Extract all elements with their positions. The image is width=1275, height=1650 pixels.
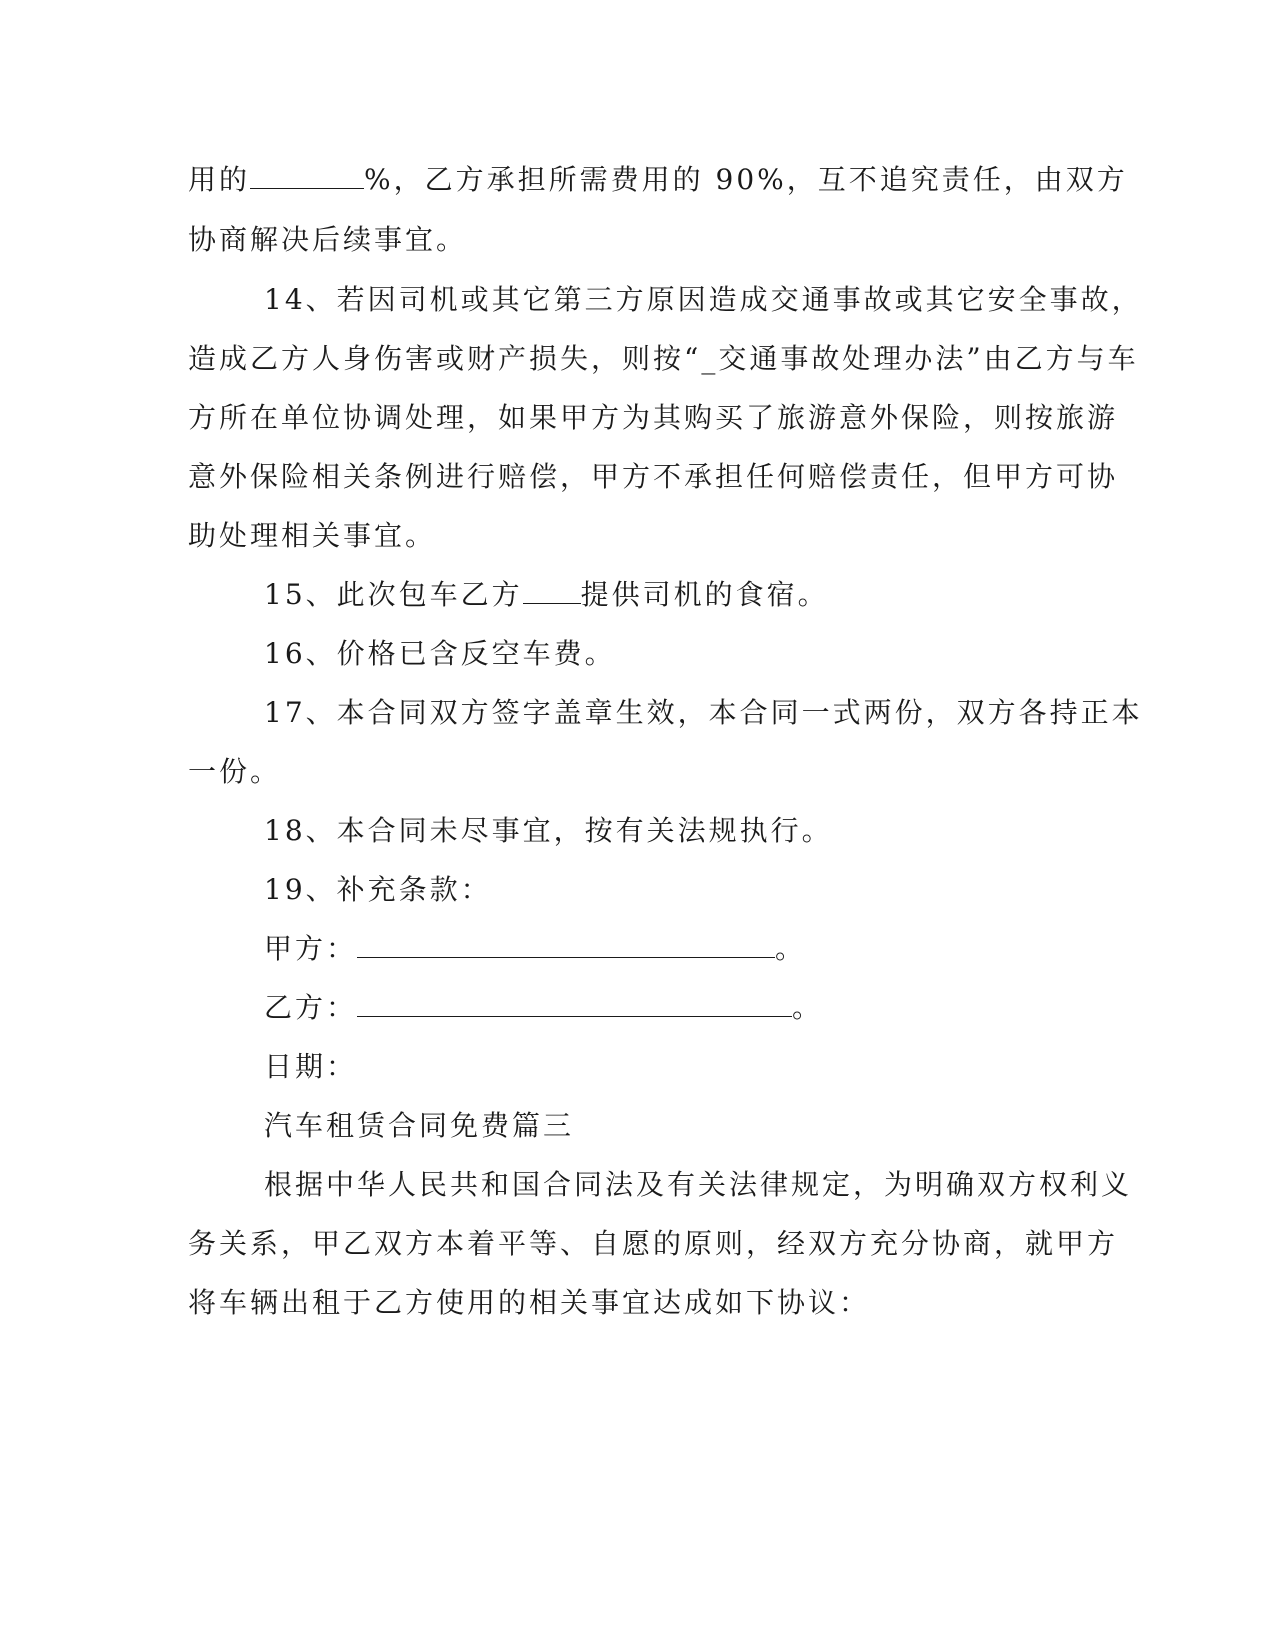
paragraph-line: 根据中华人民共和国合同法及有关法律规定，为明确双方权利义 (264, 1168, 1133, 1201)
text-fragment: 。 (792, 991, 824, 1024)
clause-14-line: 14、若因司机或其它第三方原因造成交通事故或其它安全事故， (264, 283, 1143, 316)
date-label: 日期： (264, 1050, 358, 1083)
signature-blank (357, 988, 792, 1017)
paragraph-line (188, 160, 1128, 200)
text-fragment: %，乙方承担所需费用的 90%，互不追究责任，由双方 (364, 163, 1128, 196)
paragraph-line: 将车辆出租于乙方使用的相关事宜达成如下协议： (188, 1286, 871, 1319)
paragraph-line: 一份。 (188, 755, 282, 788)
clause-16-line: 16、价格已含反空车费。 (264, 637, 616, 670)
party-a-signature-line (264, 929, 806, 969)
clause-19-line: 19、补充条款： (264, 873, 492, 906)
paragraph-line: 务关系，甲乙双方本着平等、自愿的原则，经双方充分协商，就甲方 (188, 1227, 1119, 1260)
clause-18-line: 18、本合同未尽事宜，按有关法规执行。 (264, 814, 833, 847)
text-fragment: 用的 (188, 163, 251, 196)
text-fragment: 15、此次包车乙方 (264, 578, 523, 611)
party-b-signature-line (264, 988, 823, 1028)
text-fragment: 。 (775, 932, 807, 965)
paragraph-line: 造成乙方人身伤害或财产损失，则按“_交通事故处理办法”由乙方与车 (188, 342, 1139, 375)
clause-15-line (264, 575, 829, 615)
paragraph-line: 助处理相关事宜。 (188, 519, 437, 552)
paragraph-line: 方所在单位协调处理，如果甲方为其购买了旅游意外保险，则按旅游 (188, 401, 1119, 434)
signature-blank (357, 929, 775, 958)
paragraph-line: 协商解决后续事宜。 (188, 223, 468, 256)
paragraph-line: 意外保险相关条例进行赔偿，甲方不承担任何赔偿责任，但甲方可协 (188, 460, 1119, 493)
party-b-label: 乙方： (264, 991, 358, 1024)
fill-in-blank (250, 160, 364, 189)
party-a-label: 甲方： (264, 932, 358, 965)
section-title: 汽车租赁合同免费篇三 (264, 1109, 575, 1142)
clause-17-line: 17、本合同双方签字盖章生效，本合同一式两份，双方各持正本 (264, 696, 1143, 729)
fill-in-blank (523, 575, 581, 604)
text-fragment: 提供司机的食宿。 (580, 578, 829, 611)
